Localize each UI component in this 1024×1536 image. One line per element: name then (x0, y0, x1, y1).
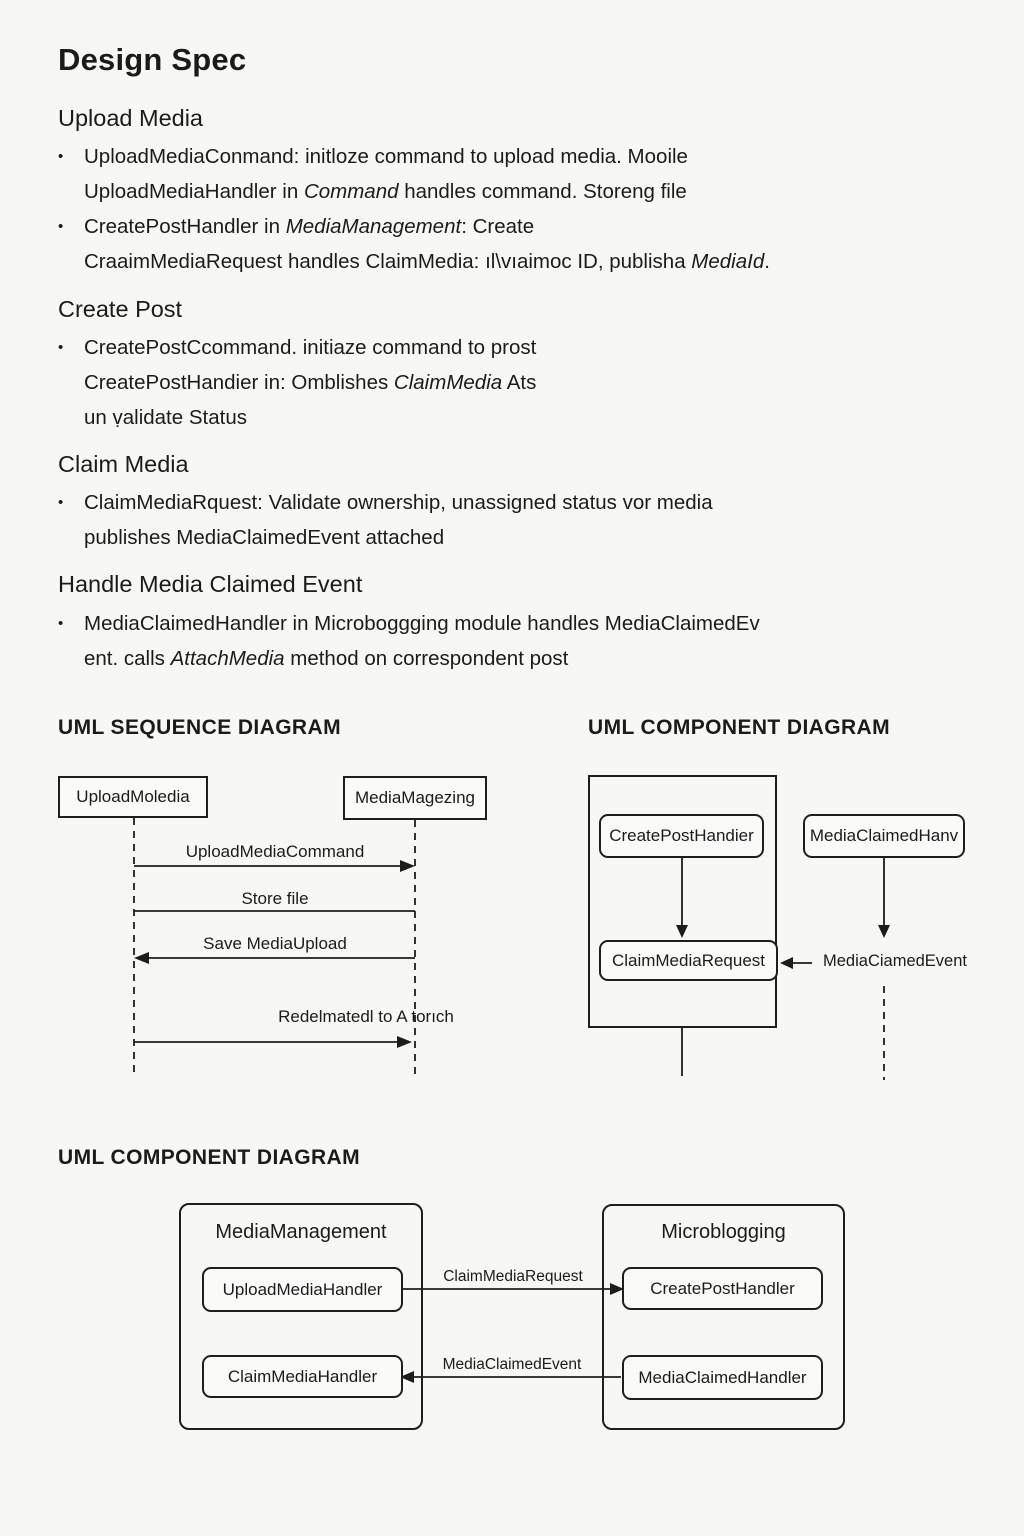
bullet-marker: • (58, 218, 64, 235)
arrowhead-right (397, 1036, 412, 1048)
section-heading-handle-media-claimed-event: Handle Media Claimed Event (58, 571, 363, 597)
section-body-handle-media-claimed-event (58, 606, 998, 676)
cb-edge-label-mediaclaimedevent: MediaClaimedEvent (438, 1356, 587, 1374)
body-line: CreatePostHandler in MediaManagement: Create (84, 215, 535, 238)
section-heading-claim-media: Claim Media (58, 451, 189, 477)
bullet-item (58, 485, 998, 555)
ct-box-claimmediarequest: ClaimMediaRequest (599, 940, 778, 981)
body-line: ClaimMediaRquest: Validate ownership, unassigned status vor media (84, 491, 713, 514)
bullet-marker: • (58, 339, 64, 356)
cb-container-title: MediaManagement (215, 1221, 387, 1243)
body-line: UploadMediaHandler in Command handles command. Storeng file (84, 180, 687, 203)
section-heading-create-post: Create Post (58, 296, 183, 322)
section-heading-upload-media: Upload Media (58, 105, 204, 131)
sequence-diagram-heading: UML SEQUENCE DIAGRAM (58, 716, 341, 739)
body-line: publishes MediaClaimedEvent attached (84, 526, 445, 549)
bullet-marker: • (58, 148, 64, 165)
bullet-marker: • (58, 494, 64, 511)
seq-message-label: Store file (241, 889, 309, 908)
bullet-item (58, 209, 998, 279)
ct-box-createposthandier: CreatePostHandier (599, 814, 764, 858)
section-body-upload-media (58, 139, 998, 279)
body-line: UploadMediaConmand: initloze command to upload media. Mooile (84, 145, 688, 168)
page-title: Design Spec (58, 42, 247, 77)
ct-box-mediaclaimedhanv: MediaClaimedHanv (803, 814, 965, 858)
body-line: CraaimMediaRequest handles ClaimMedia: ıl\vıaimoc ID, publisha MediaId. (84, 250, 770, 273)
cb-box-mediaclaimedhandler: MediaClaimedHandler (622, 1355, 823, 1400)
seq-message-label: Save MediaUpload (203, 934, 347, 953)
cb-container-title: Microblogging (661, 1221, 786, 1243)
body-line: ent. calls AttachMedia method on correspondent post (84, 647, 569, 670)
seq-actor-mediamagezing: MediaMagezing (343, 776, 487, 820)
body-line: CreatePostHandier in: Omblishes ClaimMedia Ats (84, 371, 537, 394)
bullet-item (58, 606, 998, 676)
section-body-create-post (58, 330, 998, 435)
cb-box-uploadmediahandler: UploadMediaHandler (202, 1267, 403, 1312)
seq-message-label: Redelmatedl to A torıch (278, 1007, 454, 1026)
body-line: un ṿalidate Status (84, 406, 247, 429)
bullet-item (58, 139, 998, 209)
bullet-item (58, 330, 998, 435)
cb-box-claimmediahandler: ClaimMediaHandler (202, 1355, 403, 1398)
ct-edge-label-mediaclaimedevent: MediaCiamedEvent (818, 952, 972, 971)
bullet-marker: • (58, 615, 64, 632)
body-line: MediaClaimedHandler in Microboggging module handles MediaClaimedEv (84, 612, 760, 635)
component-diagram-top-heading: UML COMPONENT DIAGRAM (588, 716, 890, 739)
section-body-claim-media (58, 485, 998, 555)
ct-container (588, 775, 777, 1028)
arrowhead-left (134, 952, 149, 964)
body-line: CreatePostCcommand. initiaze command to prost (84, 336, 537, 359)
seq-message-label: UploadMediaCommand (185, 842, 365, 861)
cb-edge-label-claimmediarequest: ClaimMediaRequest (438, 1268, 588, 1286)
component-diagram-bottom-heading: UML COMPONENT DIAGRAM (58, 1146, 360, 1169)
arrowhead-down (878, 925, 890, 938)
arrowhead-left (780, 957, 793, 969)
arrowhead-right (400, 860, 415, 872)
cb-box-createposthandler: CreatePostHandler (622, 1267, 823, 1310)
seq-actor-uploadmedia: UploadMoledia (58, 776, 208, 818)
